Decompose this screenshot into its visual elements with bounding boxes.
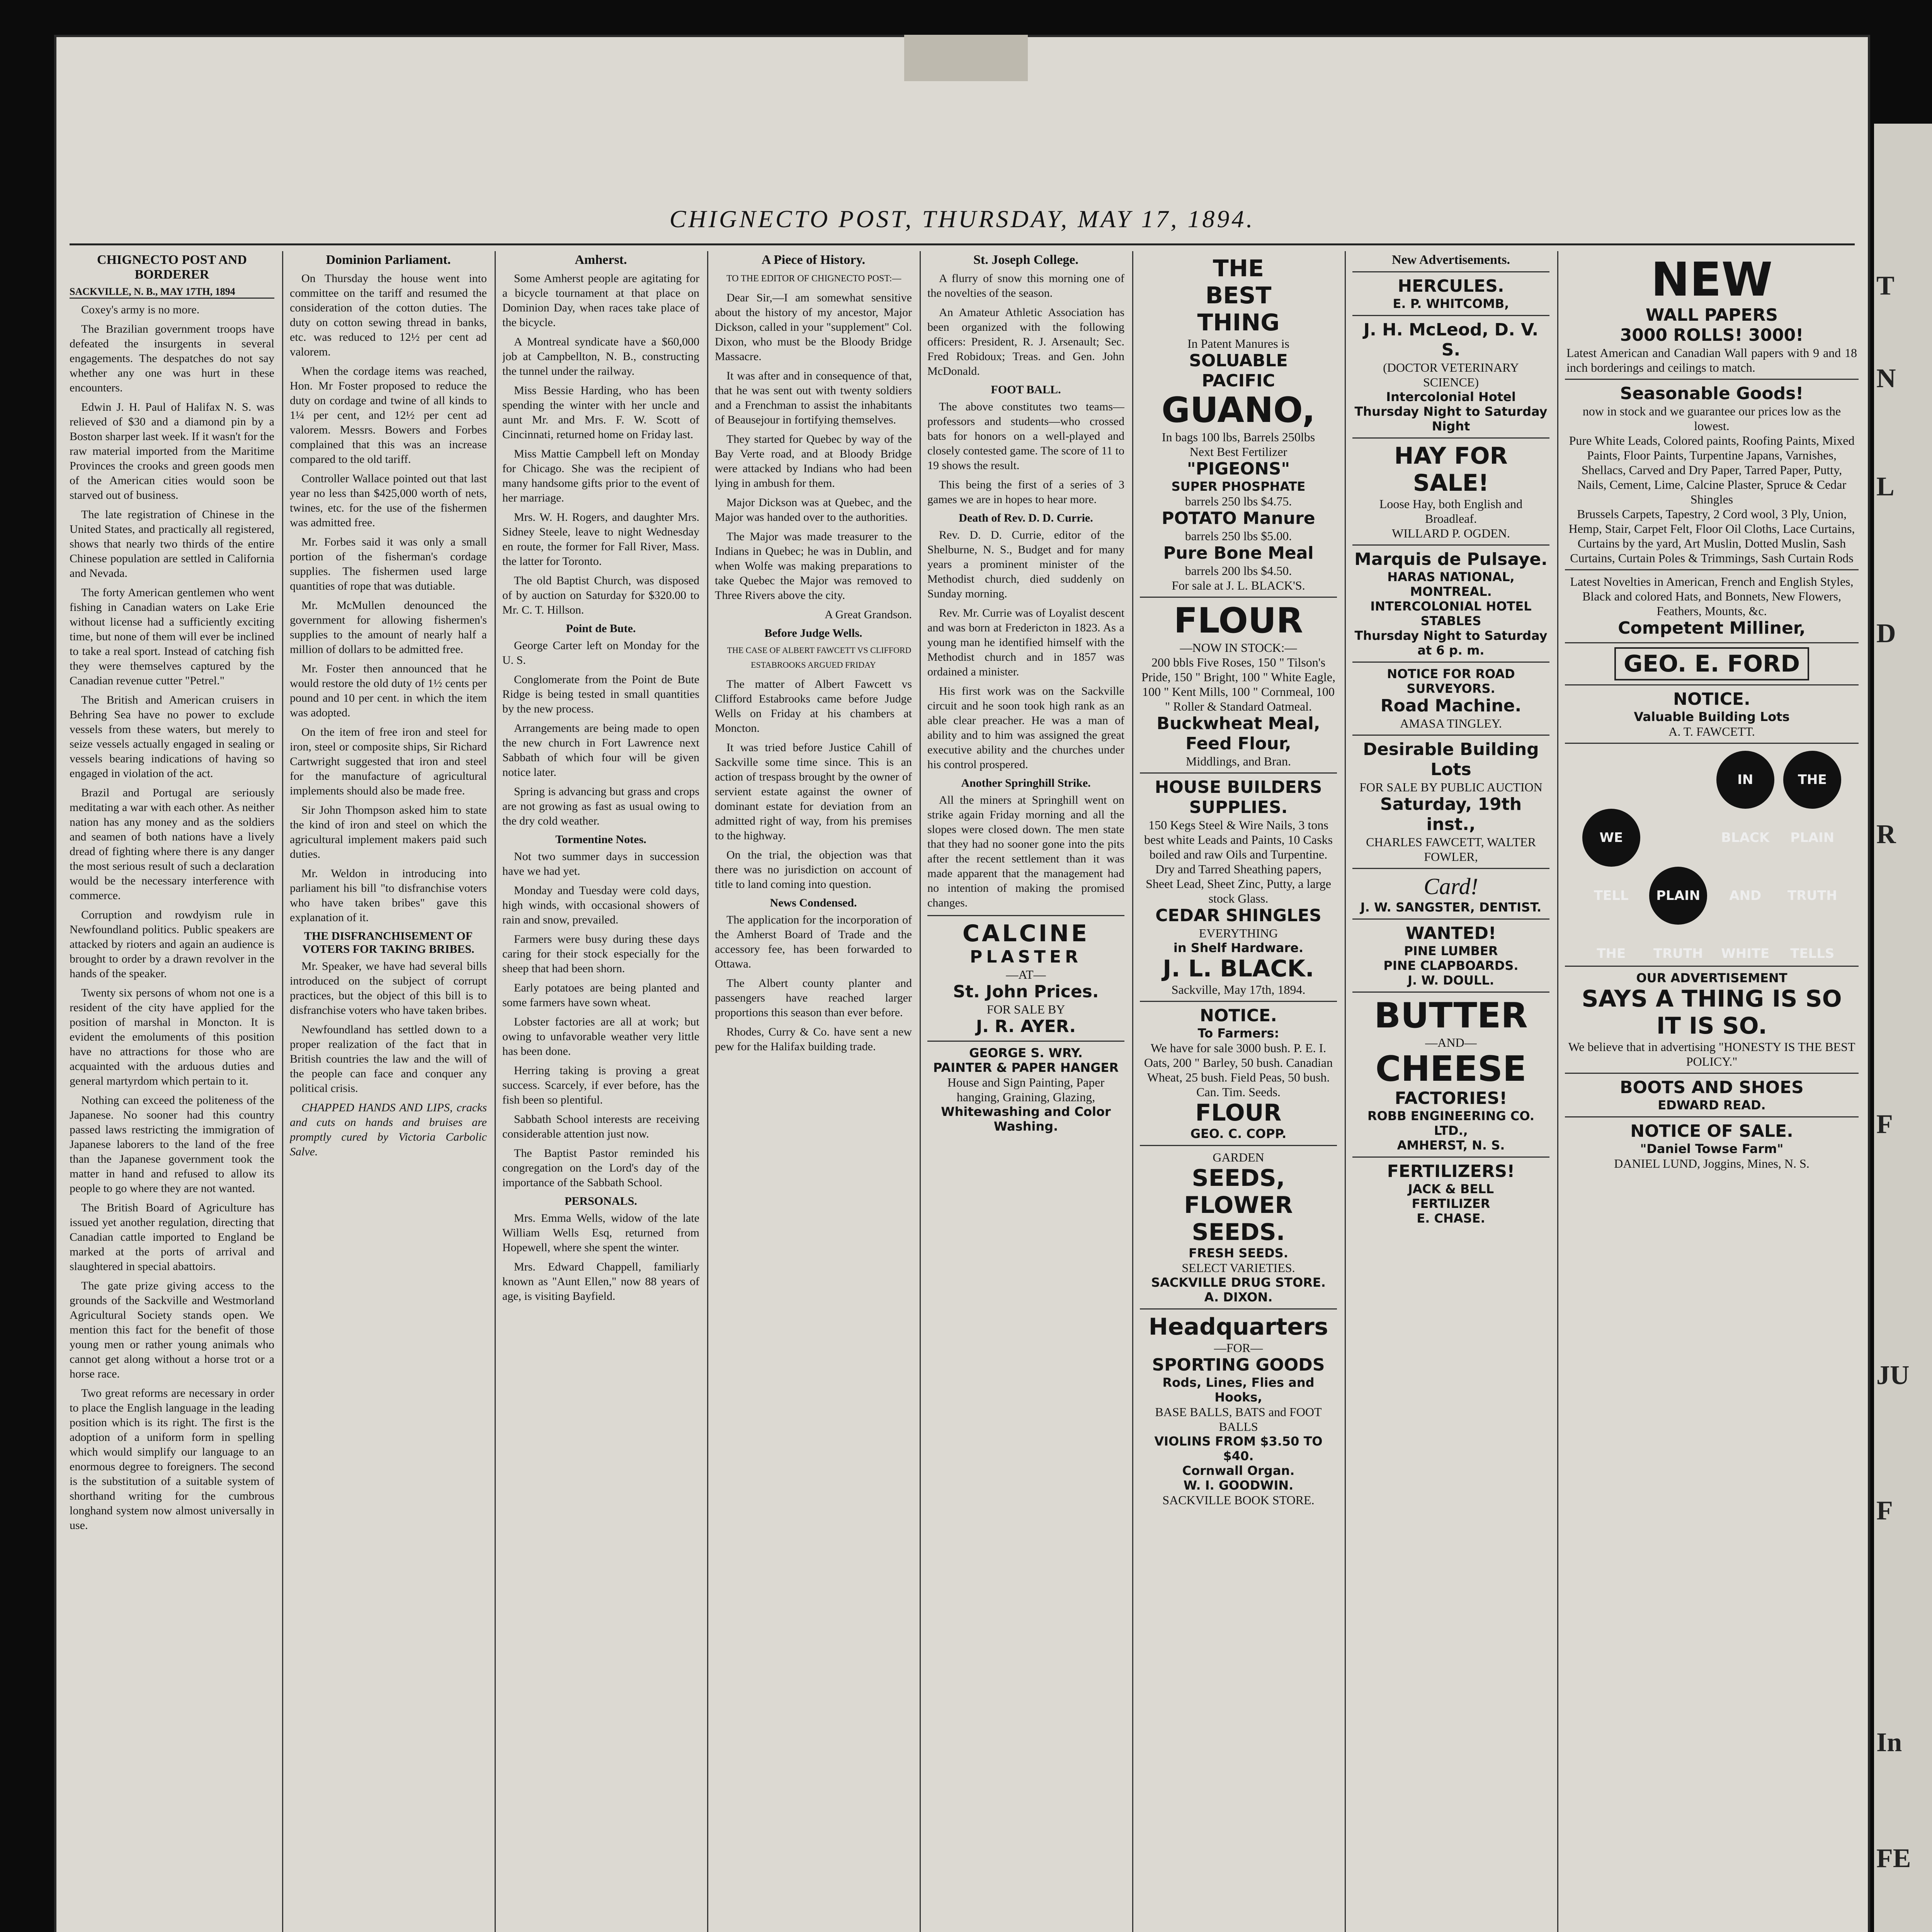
column-editorial (70, 251, 274, 1932)
ad-wanted-lumber: WANTED! PINE LUMBER PINE CLAPBOARDS. J. W. DOULL. (1352, 918, 1549, 992)
paragraph: A Montreal syndicate have a $60,000 job at Campbellton, N. B., constructing the tunnel under the railway. (502, 335, 699, 378)
paragraph: The Major was made treasurer to the Indians in Quebec; he was in Dublin, and when Wolfe was making preparations to take Quebec the Major was removed to Three Rivers above the city. (715, 530, 912, 602)
column-rule (707, 251, 708, 1932)
subheading: Another Springhill Strike. (961, 777, 1091, 789)
adjacent-page-strip: T N L D R F JU F In FE (1874, 124, 1932, 1932)
ad-guano: THE BEST THING In Patent Manures is SOLUABLE PACIFIC GUANO, In bags 100 lbs, Barrels 250lbs Next Best Fertilizer "PIGEONS" SUPER PHOSPHATE barrels 250 lbs $4.75. POTATO Manure barrels 250 lbs $5.00. Pure Bone Meal barrels 200 lbs $4.50. For sale at J. L. BLACK'S. (1162, 255, 1315, 592)
paragraph: Rev. Mr. Currie was of Loyalist descent and was born at Fredericton in 1823. As a young man he identified himself with the Methodist church and in 1857 was ordained a minister. (927, 607, 1124, 678)
paragraph: Coxey's army is no more. (81, 303, 200, 316)
dateline: SACKVILLE, N. B., MAY 17TH, 1894 (70, 286, 274, 299)
ad-notice-sale: NOTICE OF SALE. "Daniel Towse Farm" DANIEL LUND, Joggins, Mines, N. S. (1565, 1116, 1859, 1175)
paragraph: The late registration of Chinese in the United States, and practically all registered, shows that nearly two thirds of the entire Chinese population are settled in California and Nevada. (70, 508, 274, 580)
paper-title: CHIGNECTO POST AND BORDERER (97, 253, 247, 282)
column-college (927, 251, 1124, 1932)
plain-truth-badge: THE PLAIN TRUTH TELLS (1783, 751, 1841, 809)
torn-paper-edge (904, 35, 1028, 81)
paragraph: Two great reforms are necessary in order to place the English language in the leading position which is its right. The first is the adoption of a uniform form in spelling which would simplify our language to an enormous degree to foreigners. The second is the substitution of a suitable system of shorthand writing for the cumbrous longhand system now almost universally in use. (70, 1387, 274, 1532)
paragraph: It was tried before Justice Cahill of Sackville some time since. This is an action of trespass brought by the owner of servient estate against the owner of dominant estate for deviation from an admitted right of way, from his premises to the highway. (715, 741, 912, 842)
ad-building-lots: Desirable Building Lots FOR SALE BY PUBLIC AUCTION Saturday, 19th inst., CHARLES FAWCETT, WALTER FOWLER, (1352, 735, 1549, 868)
caption: THE CASE OF ALBERT FAWCETT VS CLIFFORD ESTABROOKS ARGUED FRIDAY (727, 645, 912, 670)
paragraph: Mr. McMullen denounced the government for allowing fishermen's supplies to the amount of nearly half a million of dollars to be admitted free. (290, 599, 487, 656)
ad-butter-cheese: BUTTER —AND— CHEESE FACTORIES! ROBB ENGINEERING CO. LTD., AMHERST, N. S. (1352, 992, 1549, 1156)
ad-notice-lots: NOTICE. Valuable Building Lots A. T. FAWCETT. (1565, 684, 1859, 743)
paragraph: Mrs. Edward Chappell, familiarly known as "Aunt Ellen," now 88 years of age, is visiting Bayfield. (502, 1260, 699, 1303)
paragraph: Newfoundland has settled down to a proper realization of the fact that in British countries the law and the will of the people can face and conquer any political crisis. (290, 1023, 487, 1095)
paragraph: The British and American cruisers in Behring Sea have no power to exclude vessels from these waters, but merely to seize vessels actually engaged in sealing or vessels bearing indications of having so engaged in violation of the act. (70, 694, 274, 780)
paragraph: The British Board of Agriculture has issued yet another regulation, directing that Canadian cattle imported to England be marked at the ports of arrival and slaughtered in special abattoirs. (70, 1201, 274, 1273)
subheading: PERSONALS. (565, 1195, 637, 1208)
paragraph: George Carter left on Monday for the U. S. (502, 639, 699, 667)
paragraph: Mrs. W. H. Rogers, and daughter Mrs. Sidney Steele, leave to night Wednesday en route, the former for Fall River, Mass. the latter for Toronto. (502, 511, 699, 568)
paragraph: A flurry of snow this morning one of the novelties of the season. (927, 272, 1124, 299)
ad-stallion: Marquis de Pulsaye. HARAS NATIONAL, MONTREAL. INTERCOLONIAL HOTEL STABLES Thursday Night to Saturday at 6 p. m. (1352, 544, 1549, 662)
paragraph: Spring is advancing but grass and crops are not growing as fast as usual owing to the dry cold weather. (502, 785, 699, 827)
column-rule (1132, 251, 1133, 1932)
subheading: Point de Bute. (566, 622, 636, 635)
paragraph: Corruption and rowdyism rule in Newfoundland politics. Public speakers are attacked by rioters and again an audience is brought to order by a drawn revolver in the hands of the speaker. (70, 908, 274, 980)
plain-truth-badge: IN BLACK AND WHITE (1716, 751, 1774, 809)
paragraph: His first work was on the Sackville circuit and he soon took high rank as an able clear preacher. He was a man of ability and to him was assigned the great executive ability and the churches under his control prospered. (927, 685, 1124, 771)
ad-flour: FLOUR —NOW IN STOCK:— 200 bbls Five Roses, 150 " Tilson's Pride, 150 " Bright, 100 " White Eagle, 100 " Kent Mills, 100 " Cornmeal, 100 " Roller & Standard Oatmeal. Buckwheat Meal, Feed Flour, Middlings, and Bran. (1140, 597, 1337, 772)
paragraph: The forty American gentlemen who went fishing in Canadian waters on Lake Erie without license had a sufficiently exciting time, but none of them will ever be inclined to take a real sport. Instead of catching fish they were themselves captured by the Canadian revenue cutter "Petrel." (70, 586, 274, 687)
newspaper-page (54, 35, 1870, 1932)
article-heading: A Piece of History. (761, 253, 866, 267)
paragraph: Miss Bessie Harding, who has been spending the winter with her uncle and aunt Mr. and Mrs. F. W. Scott of Cincinnati, returned home on Friday last. (502, 384, 699, 441)
paragraph: Mr. Forbes said it was only a small portion of the fisherman's cordage supplies. The fishermen used large quantities of rope that was dutiable. (290, 536, 487, 592)
paragraph: It was after and in consequence of that, that he was sent out with twenty soldiers and a Frenchman to assist the inhabitants of Beausejour in fortifying themselves. (715, 369, 912, 426)
paragraph: Nothing can exceed the politeness of the Japanese. No sooner had this country passed laws restricting the immigration of Japanese laborers to the land of the free than the Japanese government took the matter in hand and refused to allow its people to go where they are not wanted. (70, 1094, 274, 1195)
paragraph: The Brazilian government troops have defeated the insurgents in several engagements. The despatches do not say whether any one was hurt in these encounters. (70, 323, 274, 394)
signature: A Great Grandson. (825, 608, 912, 621)
paragraph: Farmers were busy during these days caring for their stock especially for the sheep that had been shorn. (502, 933, 699, 975)
paragraph: CHAPPED HANDS AND LIPS, cracks and cuts on hands and bruises are promptly cured by Victoria Carbolic Salve. (290, 1101, 487, 1158)
paragraph: Mr. Foster then announced that he would restore the old duty of 1½ cents per pound and 10 per cent. in which the item was adopted. (290, 662, 487, 719)
article-heading: New Advertisements. (1392, 253, 1510, 267)
ad-our-advertisement: OUR ADVERTISEMENT SAYS A THING IS SO IT IS SO. We believe that in advertising "HONESTY IS THE BEST POLICY." (1565, 966, 1859, 1073)
paragraph: The application for the incorporation of the Amherst Board of Trade and the accessory fee, has been forwarded to Ottawa. (715, 913, 912, 970)
paragraph: The above constitutes two teams— professors and students—who crossed bats for honors on a well-played and closely contested game. The score of 11 to 19 shows the result. (927, 400, 1124, 472)
paragraph: Major Dickson was at Quebec, and the Major was handed over to the authorities. (715, 496, 912, 524)
subheading: Death of Rev. D. D. Currie. (959, 512, 1093, 524)
paragraph: Herring taking is proving a great success. Scarcely, if ever before, has the fish been so plentiful. (502, 1064, 699, 1106)
paragraph: Rev. D. D. Currie, editor of the Shelburne, N. S., Budget and for many years a prominent minister of the Methodist church, died suddenly on Sunday morning. (927, 529, 1124, 600)
column-parliament (290, 251, 487, 1932)
ad-sporting-goods: Headquarters —FOR— SPORTING GOODS Rods, Lines, Flies and Hooks, BASE BALLS, BATS and FOOT BALLS VIOLINS FROM $3.50 TO $40. Cornwall Organ. W. I. GOODWIN. SACKVILLE BOOK STORE. (1140, 1308, 1337, 1511)
ad-veterinary: J. H. McLeod, D. V. S. (DOCTOR VETERINARY SCIENCE) Intercolonial Hotel Thursday Night to Saturday Night (1352, 315, 1549, 437)
article-heading: St. Joseph College. (973, 253, 1078, 267)
masthead-rule (70, 243, 1855, 245)
column-rule (495, 251, 496, 1932)
ad-boots: BOOTS AND SHOES EDWARD READ. (1565, 1073, 1859, 1116)
ad-road-surveyors: NOTICE FOR ROAD SURVEYORS. Road Machine. AMASA TINGLEY. (1352, 662, 1549, 735)
paragraph: On the item of free iron and steel for iron, steel or composite ships, Sir Richard Cartwright suggested that iron and steel for the manufacture of agricultural implements should also be made free. (290, 726, 487, 797)
paragraph: Dear Sir,—I am somewhat sensitive about the history of my ancestor, Major Dickson, called in your "supplement" Col. Dixon, who must be the Bloody Bridge Massacre. (715, 291, 912, 363)
paragraph: Rhodes, Curry & Co. have sent a new pew for the Halifax building trade. (715, 1026, 912, 1053)
paragraph: Edwin J. H. Paul of Halifax N. S. was relieved of $30 and a diamond pin by a Boston sharper last week. If it wasn't for the raw material imported from the Maritime Provinces the crooks and green goods men of the American cities would soon be starved out of business. (70, 401, 274, 502)
ad-plain-truth (1565, 743, 1859, 966)
paragraph: When the cordage items was reached, Hon. Mr Foster proposed to reduce the duty on cordage and twine of all kinds to 1¼ per cent, and 12½ per cent ad valorem. Messrs. Bowers and Forbes complained that this was an increase compared to the old tariff. (290, 365, 487, 466)
paragraph: Mr. Speaker, we have had several bills introduced on the subject of corrupt practices, but the object of this bill is to disfranchise voters who have taken bribes. (290, 960, 487, 1017)
paragraph: Sabbath School interests are receiving considerable attention just now. (502, 1113, 699, 1140)
column-amherst (502, 251, 699, 1932)
column-history (715, 251, 912, 1932)
column-rule (1557, 251, 1558, 1932)
paragraph: Conglomerate from the Point de Bute Ridge is being tested in small quantities by the new process. (502, 673, 699, 715)
paragraph: Monday and Tuesday were cold days, high winds, with occasional showers of rain and snow, prevailed. (502, 884, 699, 926)
paragraph: The Albert county planter and passengers have reached larger proportions this season than ever before. (715, 977, 912, 1019)
paragraph: On the trial, the objection was that there was no jurisdiction on account of title to land coming into question. (715, 849, 912, 891)
subheading: Before Judge Wells. (764, 627, 862, 639)
ad-hercules: HERCULES. E. P. WHITCOMB, (1352, 271, 1549, 315)
paragraph: Controller Wallace pointed out that last year no less than $425,000 worth of nets, twines, etc. for the use of the fishermen was admitted free. (290, 472, 487, 529)
column-rule (920, 251, 921, 1932)
subheading: FOOT BALL. (991, 383, 1061, 396)
paragraph: Mr. Weldon in introducing into parliament his bill "to disfranchise voters who have taken bribes" gave this explanation of it. (290, 867, 487, 924)
paragraph: Early potatoes are being planted and some farmers have sown wheat. (502, 981, 699, 1009)
paragraph: All the miners at Springhill went on strike again Friday morning and all the slopes were closed down. The men state that they had no sooner gone into the pits after the recent settlement than it was made apparent that the management had no intention of making the promised changes. (927, 794, 1124, 909)
ad-house-builders: HOUSE BUILDERS SUPPLIES. 150 Kegs Steel & Wire Nails, 3 tons best white Leads and Paints, 10 Casks boiled and raw Oils and Turpentine. Dry and Tarred Sheathing papers, Sheet Lead, Sheet Zinc, Putty, a large stock Glass. CEDAR SHINGLES EVERYTHING in Shelf Hardware. J. L. BLACK. Sackville, May 17th, 1894. (1140, 772, 1337, 1001)
column-rule (282, 251, 283, 1932)
masthead: CHIGNECTO POST, THURSDAY, MAY 17, 1894. (669, 205, 1255, 233)
ad-notice-farmers: NOTICE. To Farmers: We have for sale 3000 bush. P. E. I. Oats, 200 " Barley, 50 bush. Canadian Wheat, 25 bush. Field Peas, 50 bush. Can. Tim. Seeds. FLOUR GEO. C. COPP. (1140, 1001, 1337, 1145)
ad-hay: HAY FOR SALE! Loose Hay, both English and Broadleaf. WILLARD P. OGDEN. (1352, 437, 1549, 544)
plain-truth-badge: PLAIN TRUTH (1649, 867, 1707, 925)
paragraph: On Thursday the house went into committee on the tariff and resumed the consideration of the cotton duties. The duty on cotton sewing thread in banks, etc. was reduced to 12½ per cent ad valorem. (290, 272, 487, 358)
ad-painter: GEORGE S. WRY. PAINTER & PAPER HANGER House and Sign Painting, Paper hanging, Graining, Glazing, Whitewashing and Color Washing. (927, 1041, 1124, 1138)
paragraph: Lobster factories are all at work; but owing to unfavorable weather very little has been done. (502, 1015, 699, 1058)
ad-fertilizers: FERTILIZERS! JACK & BELL FERTILIZER E. CHASE. (1352, 1156, 1549, 1230)
paragraph: Not two summer days in succession have we had yet. (502, 850, 699, 878)
column-rule (1345, 251, 1346, 1932)
subheading: THE DISFRANCHISEMENT OF VOTERS FOR TAKING BRIBES. (302, 930, 474, 956)
subheading: Tormentine Notes. (555, 833, 646, 846)
ad-wall-papers: NEW WALL PAPERS 3000 ROLLS! 3000! Latest American and Canadian Wall papers with 9 and 18 inch borderings and ceilings to match. (1566, 253, 1857, 374)
ad-millinery: Latest Novelties in American, French and English Styles, Black and colored Hats, and Bonnets, New Flowers, Feathers, Mounts, &c. Competent Milliner, (1565, 569, 1859, 642)
subheading: News Condensed. (770, 896, 857, 909)
ad-ford-name: GEO. E. FORD (1565, 642, 1859, 684)
column-new-ads (1352, 251, 1549, 1932)
article-heading: Dominion Parliament. (326, 253, 451, 267)
paragraph: They started for Quebec by way of the Bay Verte road, and at Bloody Bridge were attacked by Indians who had been lying in ambush for them. (715, 433, 912, 490)
column-ford-ads (1565, 251, 1859, 1932)
column-ads-black (1140, 251, 1337, 1932)
paragraph: This being the first of a series of 3 games we are in hopes to hear more. (927, 478, 1124, 506)
paragraph: The matter of Albert Fawcett vs Clifford Estabrooks came before Judge Wells on Friday at his chambers at Moncton. (715, 678, 912, 735)
paragraph: The Baptist Pastor reminded his congregation on the Lord's day of the importance of the Sabbath School. (502, 1147, 699, 1189)
paragraph: Mrs. Emma Wells, widow of the late William Wells Esq, returned from Hopewell, where she spent the winter. (502, 1212, 699, 1254)
paragraph: The old Baptist Church, was disposed of by auction on Saturday for $320.00 to Mr. C. T. Hillson. (502, 574, 699, 616)
paragraph: Brazil and Portugal are seriously meditating a war with each other. As neither nation has any money and as the soldiers and seamen of both nations have a lively dread of fighting where there is any danger the most serious result of such a declaration would be the necessary interference with commerce. (70, 786, 274, 902)
ad-seeds: GARDEN SEEDS, FLOWER SEEDS. FRESH SEEDS. SELECT VARIETIES. SACKVILLE DRUG STORE. A. DIXON. (1140, 1145, 1337, 1308)
paragraph: Twenty six persons of whom not one is a resident of the city have applied for the position of marshal in Moncton. It is evident the emoluments of this position have no attractions for those who are acquainted with the arduous duties and general martyrdom which pertain to it. (70, 986, 274, 1087)
paragraph: Some Amherst people are agitating for a bicycle tournament at that place on Dominion Day, when races take place of the bicycle. (502, 272, 699, 329)
paragraph: TO THE EDITOR OF CHIGNECTO POST:— (726, 274, 901, 284)
paragraph: Arrangements are being made to open the new church in Fort Lawrence next Sabbath of which four will be given notice later. (502, 722, 699, 779)
ad-seasonable-goods: Seasonable Goods! now in stock and we guarantee our prices low as the lowest. Pure White Leads, Colored paints, Roofing Paints, Mixed Paints, Floor Paints, Turpentine Japans, Varnishes, Shellacs, Carved and Dry Paper, Tarred Paper, Putty, Nails, Cement, Lime, Calcine Plaster, Spruce & Cedar Shingles Brussels Carpets, Tapestry, 2 Cord wool, 3 Ply, Union, Hemp, Stair, Carpet Felt, Floor Oil Cloths, Lace Curtains, Curtains by the yard, Art Muslin, Dotted Muslin, Sash Curtains, Curtain Poles & Trimmings, Sash Curtain Rods (1565, 379, 1859, 569)
plain-truth-badge: WE TELL THE (1582, 809, 1640, 867)
ad-calcine-plaster: CALCINE PLASTER —AT— St. John Prices. FOR SALE BY J. R. AYER. (927, 915, 1124, 1041)
paragraph: Sir John Thompson asked him to state the kind of iron and steel on which the agricultural implement makers paid such duties. (290, 804, 487, 861)
ad-card: Card! J. W. SANGSTER, DENTIST. (1352, 868, 1549, 918)
paragraph: Miss Mattie Campbell left on Monday for Chicago. She was the recipient of many handsome gifts prior to the event of her marriage. (502, 447, 699, 504)
paragraph: The gate prize giving access to the grounds of the Sackville and Westmorland Agricultural Society stands open. We mention this fact for the benefit of those young men or rather young animals who cannot get along without a horse trot or a horse race. (70, 1279, 274, 1380)
paragraph: An Amateur Athletic Association has been organized with the following officers: President, R. J. Arsenault; Sec. Fred Robidoux; Treas. and Gen. John McDonald. (927, 306, 1124, 378)
article-heading: Amherst. (575, 253, 627, 267)
